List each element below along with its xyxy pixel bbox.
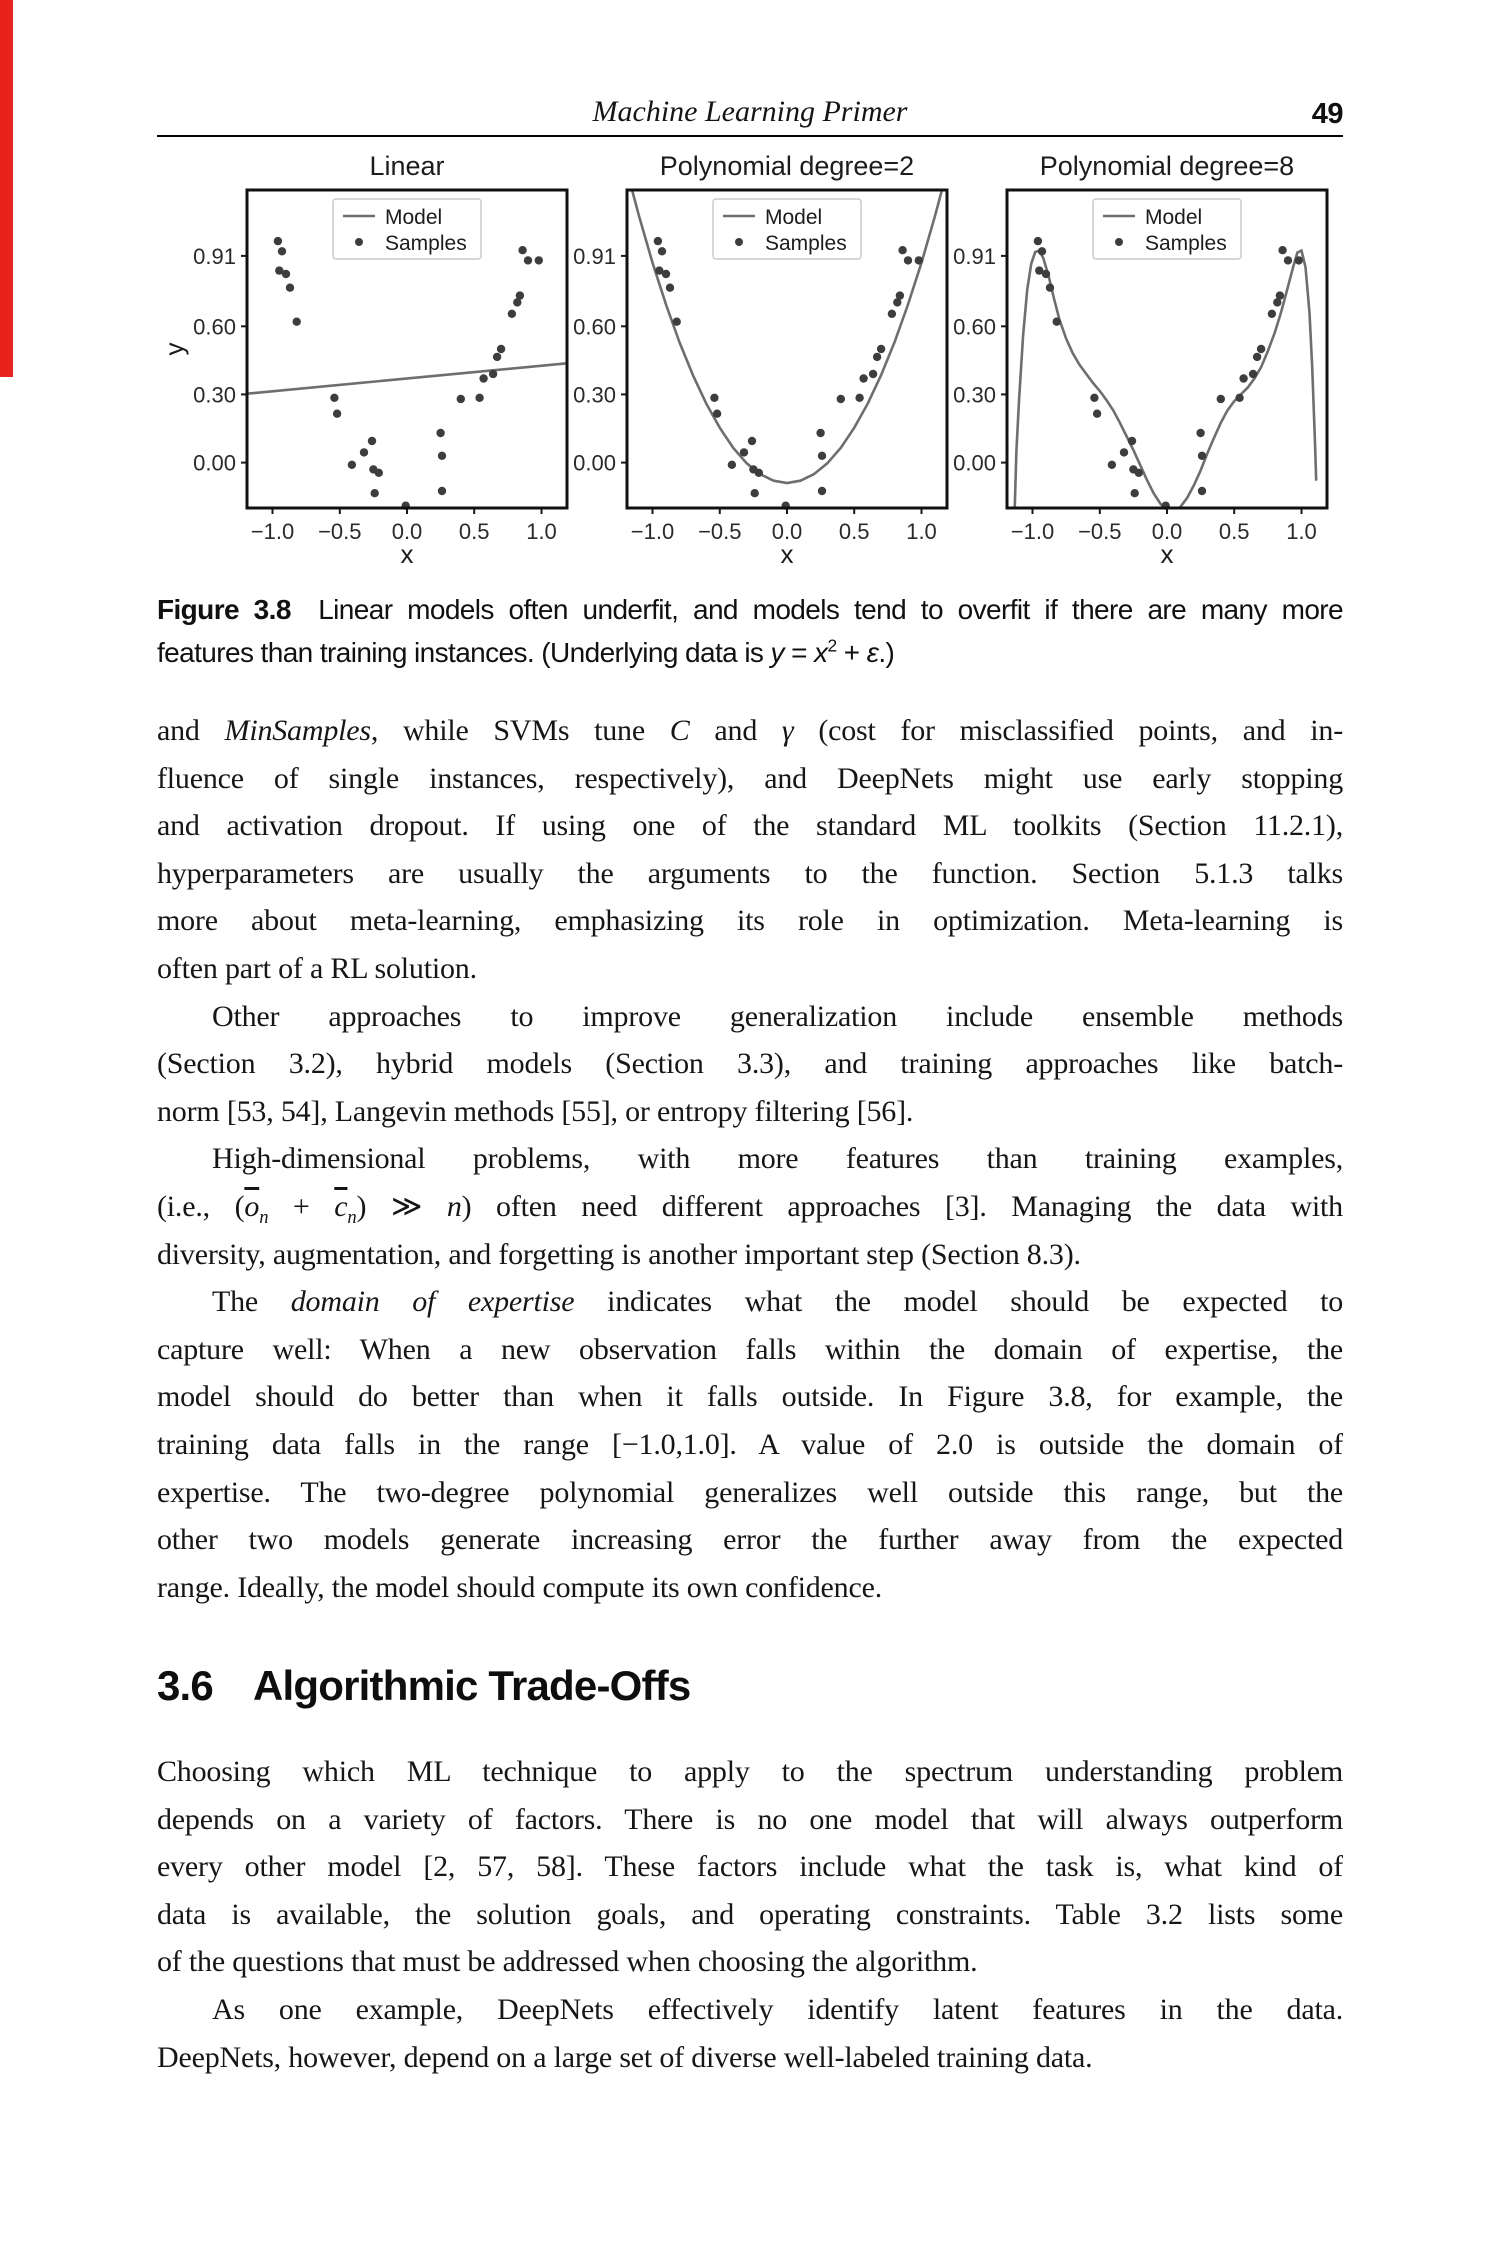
sample-point <box>1042 270 1050 278</box>
text-run: n <box>446 1189 462 1223</box>
x-tick-label: 0.5 <box>1218 519 1250 544</box>
legend <box>713 199 861 259</box>
text-line <box>157 1135 1343 1183</box>
figure-caption-line <box>157 588 1343 631</box>
text-line <box>157 1088 1343 1136</box>
figure-caption <box>157 588 1343 674</box>
sample-point <box>818 452 826 460</box>
sample-point <box>1198 487 1206 495</box>
x-tick-label: 0.0 <box>1151 519 1183 544</box>
text-run: As one example, DeepNets effectively identify latent features in the data. <box>212 1992 1343 2026</box>
text-line <box>157 1278 1343 1326</box>
sample-point <box>1198 452 1206 460</box>
sample-point <box>282 270 290 278</box>
sample-point <box>904 256 912 264</box>
sample-point <box>869 370 877 378</box>
running-header-title: Machine Learning Primer <box>592 95 908 128</box>
sample-point <box>855 394 863 402</box>
x-tick-label: −0.5 <box>698 519 742 544</box>
sample-point <box>1295 256 1303 264</box>
text-line <box>157 1373 1343 1421</box>
y-tick-label: 0.00 <box>573 450 616 476</box>
sample-point <box>1135 469 1143 477</box>
text-run: Figure 3.8 <box>157 594 291 625</box>
text-line <box>157 1231 1343 1279</box>
text-line <box>157 1469 1343 1517</box>
x-tick-label: 1.0 <box>1286 519 1317 544</box>
chart-title: Polynomial degree=8 <box>1039 151 1295 181</box>
text-line <box>157 2034 1343 2082</box>
sample-point <box>1235 394 1243 402</box>
sample-point <box>1090 394 1098 402</box>
legend-model-label: Model <box>385 206 443 229</box>
left-edge-red-strip <box>0 0 13 377</box>
legend-samples-label: Samples <box>765 232 847 255</box>
sample-point <box>368 437 376 445</box>
sample-point <box>1131 489 1139 497</box>
text-line <box>157 1421 1343 1469</box>
text-run: diversity, augmentation, and forgetting is another important step (Section 8.3). <box>157 1237 1081 1271</box>
sample-point <box>1128 437 1136 445</box>
chart-title: Linear <box>369 151 445 181</box>
sample-point <box>438 452 446 460</box>
sample-point <box>748 437 756 445</box>
text-run: ) often need different approaches [3]. Managing the data with <box>461 1189 1343 1223</box>
sample-point <box>278 247 286 255</box>
text-line <box>157 1183 1343 1231</box>
x-tick-label: −0.5 <box>1078 519 1122 544</box>
y-tick-label: 0.60 <box>193 314 236 340</box>
sample-point <box>438 487 446 495</box>
text-run: domain of expertise <box>290 1285 575 1319</box>
figure-caption-line <box>157 631 1343 674</box>
text-run: other two models generate increasing error the further away from the expected <box>157 1523 1343 1557</box>
x-tick-label: 0.5 <box>458 519 490 544</box>
sample-point <box>755 469 763 477</box>
text-run: , while SVMs tune <box>370 714 670 747</box>
sample-point <box>1108 461 1116 469</box>
sample-point <box>1217 395 1225 403</box>
chart-3 <box>950 148 1343 566</box>
text-run: (Section 3.2), hybrid models (Section 3.3), and training approaches like batch- <box>157 1047 1343 1081</box>
y-tick-label: 0.00 <box>193 450 236 476</box>
text-run: n <box>259 1206 269 1228</box>
page-number: 49 <box>1311 98 1343 130</box>
text-line <box>157 1986 1343 2034</box>
text-run: fluence of single instances, respectively), and DeepNets might use early stopping <box>157 761 1343 795</box>
sample-point <box>710 394 718 402</box>
sample-point <box>1268 310 1276 318</box>
text-line <box>157 1326 1343 1374</box>
sample-point <box>877 345 885 353</box>
text-run: expertise. The two-degree polynomial generalizes well outside this range, but the <box>157 1475 1343 1509</box>
legend-samples-dot-swatch <box>735 238 743 246</box>
sample-point <box>898 246 906 254</box>
text-run: capture well: When a new observation falls within the domain of expertise, the <box>157 1332 1343 1366</box>
sample-point <box>888 310 896 318</box>
sample-point <box>293 318 301 326</box>
text-line <box>157 755 1343 803</box>
section-title: Algorithmic Trade-Offs <box>253 1662 691 1709</box>
sample-point <box>1053 318 1061 326</box>
y-tick-label: 0.00 <box>953 450 996 476</box>
sample-point <box>497 345 505 353</box>
sample-point <box>375 469 383 477</box>
sample-point <box>1034 237 1042 245</box>
legend-samples-label: Samples <box>385 232 467 255</box>
text-run: (i.e., ( <box>157 1189 245 1223</box>
sample-point <box>524 256 532 264</box>
text-run: indicates what the model should be expected to <box>574 1285 1343 1319</box>
sample-point <box>493 353 501 361</box>
chart-2 <box>570 148 963 566</box>
text-line <box>157 1748 1343 1796</box>
sample-point <box>1038 247 1046 255</box>
model-line <box>1014 251 1316 520</box>
text-run: depends on a variety of factors. There is no one model that will always outperform <box>157 1802 1343 1836</box>
chart-title: Polynomial degree=2 <box>659 151 915 181</box>
sample-point <box>516 291 524 299</box>
sample-point <box>713 410 721 418</box>
text-run: Linear models often underfit, and models tend to overfit if there are many more <box>290 594 1343 625</box>
text-run: ε <box>866 637 879 668</box>
header-rule <box>157 135 1343 137</box>
text-run: features than training instances. (Underlying data is <box>157 637 771 668</box>
text-run: training data falls in the range [−1.0,1.0]. A value of 2.0 is outside the domain of <box>157 1427 1343 1461</box>
sample-point <box>740 448 748 456</box>
legend-samples-dot-swatch <box>1115 238 1123 246</box>
sample-point <box>896 291 904 299</box>
sample-point <box>873 353 881 361</box>
x-tick-label: −1.0 <box>630 519 675 544</box>
sample-point <box>518 246 526 254</box>
text-run: norm [53, 54], Langevin methods [55], or entropy filtering [56]. <box>157 1094 914 1128</box>
text-run: ) ≫ <box>356 1189 447 1223</box>
sample-point <box>654 237 662 245</box>
x-axis-label: x <box>780 539 794 566</box>
text-run: often part of a RL solution. <box>157 951 477 985</box>
text-run: x <box>814 637 828 668</box>
text-run: hyperparameters are usually the arguments to the function. Section 5.1.3 talks <box>157 856 1343 890</box>
sample-point <box>348 461 356 469</box>
sample-point <box>371 489 379 497</box>
sample-point <box>1284 256 1292 264</box>
legend-samples-dot-swatch <box>355 238 363 246</box>
text-line <box>157 1564 1343 1612</box>
x-tick-label: −1.0 <box>250 519 295 544</box>
text-line <box>157 1040 1343 1088</box>
text-line <box>157 850 1343 898</box>
text-run: + <box>268 1189 335 1223</box>
sample-point <box>818 487 826 495</box>
x-axis-label: x <box>400 539 414 566</box>
legend-model-label: Model <box>1145 206 1203 229</box>
sample-point <box>837 395 845 403</box>
y-tick-label: 0.91 <box>573 243 616 269</box>
section-heading <box>157 1662 690 1710</box>
sample-point <box>673 318 681 326</box>
text-run: = <box>783 637 815 668</box>
sample-point <box>1253 353 1261 361</box>
sample-point <box>662 270 670 278</box>
text-run: MinSamples <box>224 714 371 747</box>
y-tick-label: 0.30 <box>953 382 996 408</box>
sample-point <box>1278 246 1286 254</box>
text-line <box>157 1516 1343 1564</box>
text-run: DeepNets, however, depend on a large set of diverse well-labeled training data. <box>157 2040 1093 2074</box>
text-run: y <box>770 637 784 668</box>
x-tick-label: −0.5 <box>318 519 362 544</box>
text-run: .) <box>878 637 895 668</box>
sample-point <box>816 429 824 437</box>
text-run: and <box>157 714 225 747</box>
sample-point <box>1249 370 1257 378</box>
sample-point <box>330 394 338 402</box>
sample-point <box>436 429 444 437</box>
text-run: (cost for misclassified points, and in- <box>793 714 1343 747</box>
text-run: range. Ideally, the model should compute its own confidence. <box>157 1570 883 1604</box>
legend-model-label: Model <box>765 206 823 229</box>
sample-point <box>751 489 759 497</box>
text-run: 2 <box>827 635 837 656</box>
sample-point <box>1046 284 1054 292</box>
sample-point <box>728 461 736 469</box>
sample-point <box>666 284 674 292</box>
sample-point <box>1257 345 1265 353</box>
x-tick-label: 0.0 <box>771 519 803 544</box>
text-line <box>157 945 1343 993</box>
text-run: High-dimensional problems, with more features than training examples, <box>212 1142 1343 1176</box>
text-run: $\overline{o}$ <box>244 1189 260 1223</box>
sample-point <box>457 395 465 403</box>
body-text-bottom <box>157 1748 1343 2081</box>
text-run: + <box>836 637 867 668</box>
text-run: γ <box>781 714 794 747</box>
y-tick-label: 0.60 <box>573 314 616 340</box>
x-axis-label: x <box>1160 539 1174 566</box>
body-text-top <box>157 707 1343 1611</box>
x-tick-label: 1.0 <box>906 519 937 544</box>
y-axis-label: y <box>159 342 189 356</box>
model-line <box>247 363 567 393</box>
text-run: $\overline{c}$ <box>334 1189 348 1223</box>
text-line <box>157 1843 1343 1891</box>
sample-point <box>360 448 368 456</box>
sample-point <box>1196 429 1204 437</box>
sample-point <box>1093 410 1101 418</box>
sample-point <box>489 370 497 378</box>
text-run: The <box>212 1285 291 1319</box>
text-run: data is available, the solution goals, and operating constraints. Table 3.2 lists some <box>157 1897 1343 1931</box>
y-tick-label: 0.30 <box>573 382 616 408</box>
text-run: more about meta-learning, emphasizing its role in optimization. Meta-learning is <box>157 904 1343 938</box>
sample-point <box>1120 448 1128 456</box>
text-line <box>157 993 1343 1041</box>
text-line <box>157 1938 1343 1986</box>
text-run: and activation dropout. If using one of the standard ML toolkits (Section 11.2.1), <box>157 809 1343 843</box>
text-line <box>157 1796 1343 1844</box>
text-line <box>157 707 1343 755</box>
text-run: model should do better than when it falls outside. In Figure 3.8, for example, the <box>157 1380 1343 1414</box>
legend <box>1093 199 1241 259</box>
sample-point <box>859 374 867 382</box>
sample-point <box>274 237 282 245</box>
text-line <box>157 802 1343 850</box>
sample-point <box>1239 374 1247 382</box>
x-tick-label: 0.0 <box>391 519 423 544</box>
text-line <box>157 1891 1343 1939</box>
legend <box>333 199 481 259</box>
x-tick-label: 1.0 <box>526 519 557 544</box>
sample-point <box>333 410 341 418</box>
y-tick-label: 0.30 <box>193 382 236 408</box>
sample-point <box>508 310 516 318</box>
sample-point <box>658 247 666 255</box>
y-tick-label: 0.91 <box>193 243 236 269</box>
y-tick-label: 0.60 <box>953 314 996 340</box>
section-number: 3.6 <box>157 1662 213 1709</box>
x-tick-label: 0.5 <box>838 519 870 544</box>
sample-point <box>915 256 923 264</box>
sample-point <box>1276 291 1284 299</box>
text-run: C <box>669 714 690 747</box>
text-run: every other model [2, 57, 58]. These factors include what the task is, what kind of <box>157 1850 1343 1884</box>
text-run: and <box>689 714 782 747</box>
sample-point <box>479 374 487 382</box>
legend-samples-label: Samples <box>1145 232 1227 255</box>
x-tick-label: −1.0 <box>1010 519 1055 544</box>
text-run: Choosing which ML technique to apply to the spectrum understanding problem <box>157 1755 1343 1788</box>
chart-1 <box>157 148 583 566</box>
y-tick-label: 0.91 <box>953 243 996 269</box>
text-run: of the questions that must be addressed when choosing the algorithm. <box>157 1945 978 1979</box>
text-run: Other approaches to improve generalization include ensemble methods <box>212 999 1343 1033</box>
text-line <box>157 897 1343 945</box>
sample-point <box>286 284 294 292</box>
sample-point <box>475 394 483 402</box>
sample-point <box>535 256 543 264</box>
text-run: n <box>347 1206 357 1228</box>
